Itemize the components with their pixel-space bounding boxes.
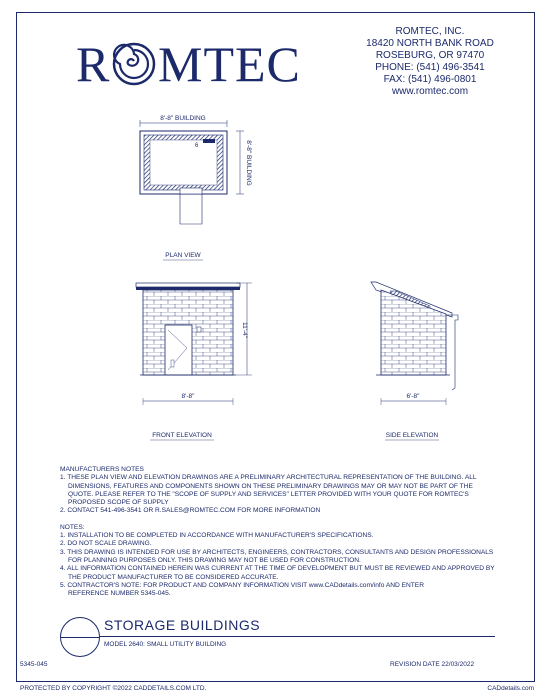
front-dim-width: 8'-8" [181,393,195,400]
side-elevation-label: SIDE ELEVATION [385,432,439,439]
side-wall [381,290,446,375]
copyright-notice: PROTECTED BY COPYRIGHT ©2022 CADDETAILS.COM LTD. [20,685,207,692]
mfr-note-line: 1. THESE PLAN VIEW AND ELEVATION DRAWINGS ARE A PRELIMINARY ARCHITECTURAL REPRESENTATION OF THE BUILDING. ALL [60,474,477,482]
entry-pad [180,194,202,224]
note-line: 3. THIS DRAWING IS INTENDED FOR USE BY ARCHITECTS, ENGINEERS, CONTRACTORS, CONSULTANTS AND DESIGN PROFESSIONALS [60,548,494,556]
side-elevation [371,282,458,440]
mfr-note-line: DIMENSIONS, FEATURES AND COMPONENTS SHOWN ON THESE PRELIMINARY DRAWINGS MAY OR MAY NOT BE PART OF THE [68,482,473,490]
reference-number: 5345-045 [20,661,48,668]
plan-view [140,115,252,260]
caddetails-link[interactable]: CADdetails.com [487,685,534,692]
note-line: THE PRODUCT MANUFACTURER TO BE CONSIDERED ACCURATE. [68,573,279,581]
front-dim-height: 11'-4" [241,321,248,339]
plan-dim-side: 8'-8" BUILDING [245,140,252,186]
vent-icon [203,139,215,143]
note-line: FOR PLANNING PURPOSES ONLY. THIS DRAWING MAY NOT BE USED FOR CONSTRUCTION. [68,556,361,564]
plan-view-label: PLAN VIEW [165,252,201,259]
note-line: 1. INSTALLATION TO BE COMPLETED IN ACCORDANCE WITH MANUFACTURER'S SPECIFICATIONS. [60,532,374,540]
mfr-note-line: QUOTE. PLEASE REFER TO THE "SCOPE OF SUPPLY AND SERVICES" LETTER PROVIDED WITH YOUR QUOTE FOR ROMTEC'S [68,490,469,498]
svg-text:R: R [76,36,111,92]
drawing-title: STORAGE BUILDINGS [104,617,261,633]
front-door [165,325,192,375]
section-marker-icon [60,617,100,657]
side-dim-width: 6'-8" [406,393,420,400]
company-address-1: 18420 NORTH BANK ROAD [366,38,494,49]
note-line: 5. CONTRACTOR'S NOTE: FOR PRODUCT AND COMPANY INFORMATION VISIT www.CADdetails.com/info AND ENTER [60,581,424,589]
mfr-notes-heading: MANUFACTURERS NOTES [60,466,144,473]
company-address-2: ROSEBURG, OR 97470 [375,50,485,61]
revision-date: REVISION DATE 22/03/2022 [390,661,475,668]
note-line: REFERENCE NUMBER 5345-045. [68,590,171,598]
downspout [446,315,458,390]
front-elevation [136,283,252,440]
svg-text:MTEC: MTEC [158,36,301,92]
light-fixture-icon [197,327,201,332]
note-line: 4. ALL INFORMATION CONTAINED HEREIN WAS CURRENT AT THE TIME OF DEVELOPMENT BUT MUST BE REVIEWED AND APPROVED BY [60,565,495,573]
note-line: 2. DO NOT SCALE DRAWING. [60,540,152,548]
drawing-subtitle: MODEL 2640: SMALL UTILITY BUILDING [104,641,227,648]
notes-heading: NOTES: [60,523,85,531]
mfr-note-line: PROPOSED SCOPE OF SUPPLY [68,499,169,507]
company-phone: PHONE: (541) 496-3541 [375,62,485,73]
company-name: ROMTEC, INC. [395,26,465,37]
mfr-note-line: 2. CONTACT 541-496-3541 OR R.SALES@ROMTEC.COM FOR MORE INFORMATION [60,507,321,515]
door-opening [180,188,202,194]
company-fax: FAX: (541) 496-0801 [383,74,477,85]
plan-dim-top: 8'-8" BUILDING [160,115,206,122]
company-website[interactable]: www.romtec.com [391,86,469,97]
front-elevation-label: FRONT ELEVATION [152,432,212,439]
roof-fascia [136,283,240,287]
svg-text:6: 6 [195,143,199,149]
notes-section [60,466,500,598]
